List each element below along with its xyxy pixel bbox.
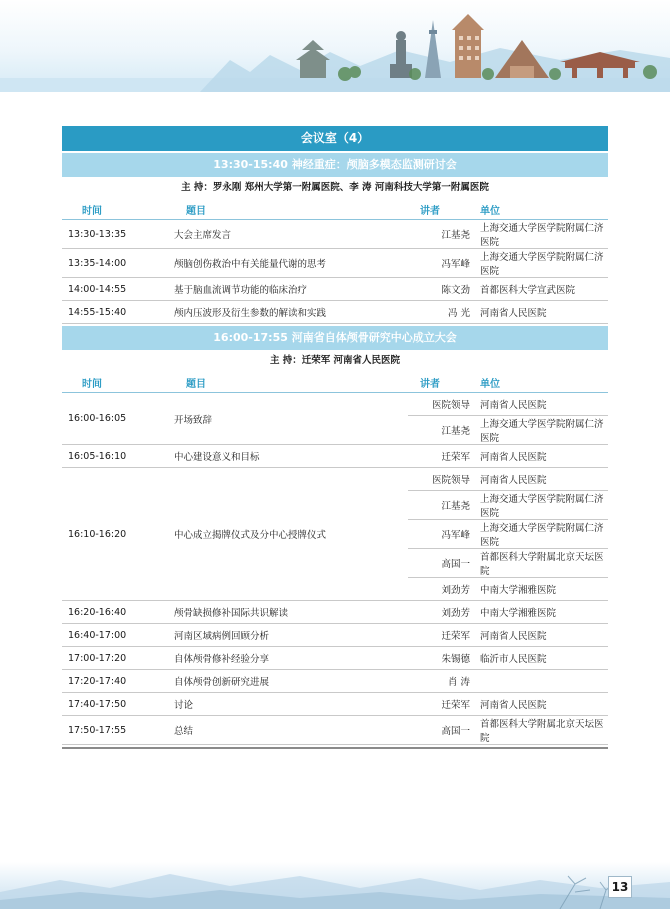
row-speaker: 刘劲芳 — [408, 578, 478, 601]
col-time-header: 时间 — [62, 199, 172, 220]
col-time-header: 时间 — [62, 372, 172, 393]
table-bottom-rule — [62, 745, 608, 749]
row-speaker: 刘劲芳 — [408, 601, 478, 624]
row-unit: 河南省人民医院 — [478, 393, 608, 416]
row-topic: 总结 — [172, 716, 408, 745]
row-time: 16:00-16:05 — [62, 393, 172, 445]
row-topic: 开场致辞 — [172, 393, 408, 445]
table-row — [62, 468, 608, 491]
row-topic: 中心成立揭牌仪式及分中心授牌仪式 — [172, 468, 408, 601]
row-unit: 上海交通大学医学院附属仁济医院 — [478, 220, 608, 249]
row-unit: 上海交通大学医学院附属仁济医院 — [478, 491, 608, 520]
row-speaker: 迁荣军 — [408, 445, 478, 468]
row-unit: 河南省人民医院 — [478, 301, 608, 324]
session1-chair: 主 持：罗永刚 郑州大学第一附属医院、李 涛 河南科技大学第一附属医院 — [181, 182, 489, 193]
ink-landscape-illustration — [0, 862, 670, 909]
row-speaker: 江基尧 — [408, 416, 478, 445]
row-unit: 河南省人民医院 — [478, 445, 608, 468]
landmark-skyline-illustration — [0, 0, 670, 92]
table-row — [62, 624, 608, 647]
row-speaker: 冯军峰 — [408, 249, 478, 278]
table-row — [62, 716, 608, 745]
table-header — [62, 199, 608, 220]
row-topic: 颅内压波形及衍生参数的解读和实践 — [172, 301, 408, 324]
row-unit: 首都医科大学附属北京天坛医院 — [478, 716, 608, 745]
table-row — [62, 647, 608, 670]
row-unit: 河南省人民医院 — [478, 624, 608, 647]
row-time: 13:35-14:00 — [62, 249, 172, 278]
row-unit — [478, 670, 608, 693]
col-topic-header: 题目 — [172, 199, 408, 220]
table-row — [62, 278, 608, 301]
row-topic: 河南区域病例回顾分析 — [172, 624, 408, 647]
row-time: 16:05-16:10 — [62, 445, 172, 468]
session2-title: 16:00-17:55 河南省自体颅骨研究中心成立大会 — [62, 326, 608, 350]
session1-title: 13:30-15:40 神经重症：颅脑多模态监测研讨会 — [62, 153, 608, 177]
row-speaker: 高国一 — [408, 716, 478, 745]
row-time: 14:55-15:40 — [62, 301, 172, 324]
table-row — [62, 670, 608, 693]
table-row — [62, 249, 608, 278]
row-speaker: 医院领导 — [408, 393, 478, 416]
row-unit: 临沂市人民医院 — [478, 647, 608, 670]
row-unit: 河南省人民医院 — [478, 693, 608, 716]
row-unit: 上海交通大学医学院附属仁济医院 — [478, 249, 608, 278]
row-topic: 颅骨缺损修补国际共识解读 — [172, 601, 408, 624]
room-title: 会议室（4） — [62, 126, 608, 151]
row-topic: 自体颅骨创新研究进展 — [172, 670, 408, 693]
row-speaker: 冯 光 — [408, 301, 478, 324]
row-topic: 中心建设意义和目标 — [172, 445, 408, 468]
row-unit: 上海交通大学医学院附属仁济医院 — [478, 416, 608, 445]
table-row — [62, 301, 608, 324]
row-time: 17:00-17:20 — [62, 647, 172, 670]
table-row — [62, 601, 608, 624]
row-speaker: 陈文劲 — [408, 278, 478, 301]
row-time: 13:30-13:35 — [62, 220, 172, 249]
row-speaker: 肖 涛 — [408, 670, 478, 693]
row-unit: 首都医科大学宣武医院 — [478, 278, 608, 301]
col-speaker-header: 讲者 — [408, 199, 478, 220]
header-banner — [0, 0, 670, 92]
row-unit: 河南省人民医院 — [478, 468, 608, 491]
row-time: 16:10-16:20 — [62, 468, 172, 601]
row-speaker: 医院领导 — [408, 468, 478, 491]
row-speaker: 朱锡德 — [408, 647, 478, 670]
row-unit: 中南大学湘雅医院 — [478, 578, 608, 601]
row-time: 14:00-14:55 — [62, 278, 172, 301]
row-speaker: 江基尧 — [408, 220, 478, 249]
row-time: 16:20-16:40 — [62, 601, 172, 624]
footer-landscape — [0, 862, 670, 909]
row-time: 17:20-17:40 — [62, 670, 172, 693]
row-unit: 上海交通大学医学院附属仁济医院 — [478, 520, 608, 549]
row-topic: 讨论 — [172, 693, 408, 716]
row-time: 17:50-17:55 — [62, 716, 172, 745]
row-topic: 大会主席发言 — [172, 220, 408, 249]
row-speaker: 冯军峰 — [408, 520, 478, 549]
row-time: 17:40-17:50 — [62, 693, 172, 716]
session1-table — [62, 199, 608, 324]
row-unit: 中南大学湘雅医院 — [478, 601, 608, 624]
col-unit-header: 单位 — [478, 199, 608, 220]
col-unit-header: 单位 — [478, 372, 608, 393]
row-speaker: 迁荣军 — [408, 624, 478, 647]
page-number: 13 — [608, 876, 632, 898]
table-row — [62, 220, 608, 249]
col-topic-header: 题目 — [172, 372, 408, 393]
col-speaker-header: 讲者 — [408, 372, 478, 393]
table-row — [62, 393, 608, 416]
row-speaker: 迁荣军 — [408, 693, 478, 716]
row-topic: 颅脑创伤救治中有关能量代谢的思考 — [172, 249, 408, 278]
row-speaker: 江基尧 — [408, 491, 478, 520]
session2-table — [62, 372, 608, 745]
row-topic: 自体颅骨修补经验分享 — [172, 647, 408, 670]
conference-schedule — [62, 126, 608, 749]
row-time: 16:40-17:00 — [62, 624, 172, 647]
table-row — [62, 445, 608, 468]
row-speaker: 高国一 — [408, 549, 478, 578]
session2-chair: 主 持：迁荣军 河南省人民医院 — [269, 355, 401, 366]
table-header — [62, 372, 608, 393]
row-topic: 基于脑血流调节功能的临床治疗 — [172, 278, 408, 301]
table-row — [62, 693, 608, 716]
row-unit: 首都医科大学附属北京天坛医院 — [478, 549, 608, 578]
